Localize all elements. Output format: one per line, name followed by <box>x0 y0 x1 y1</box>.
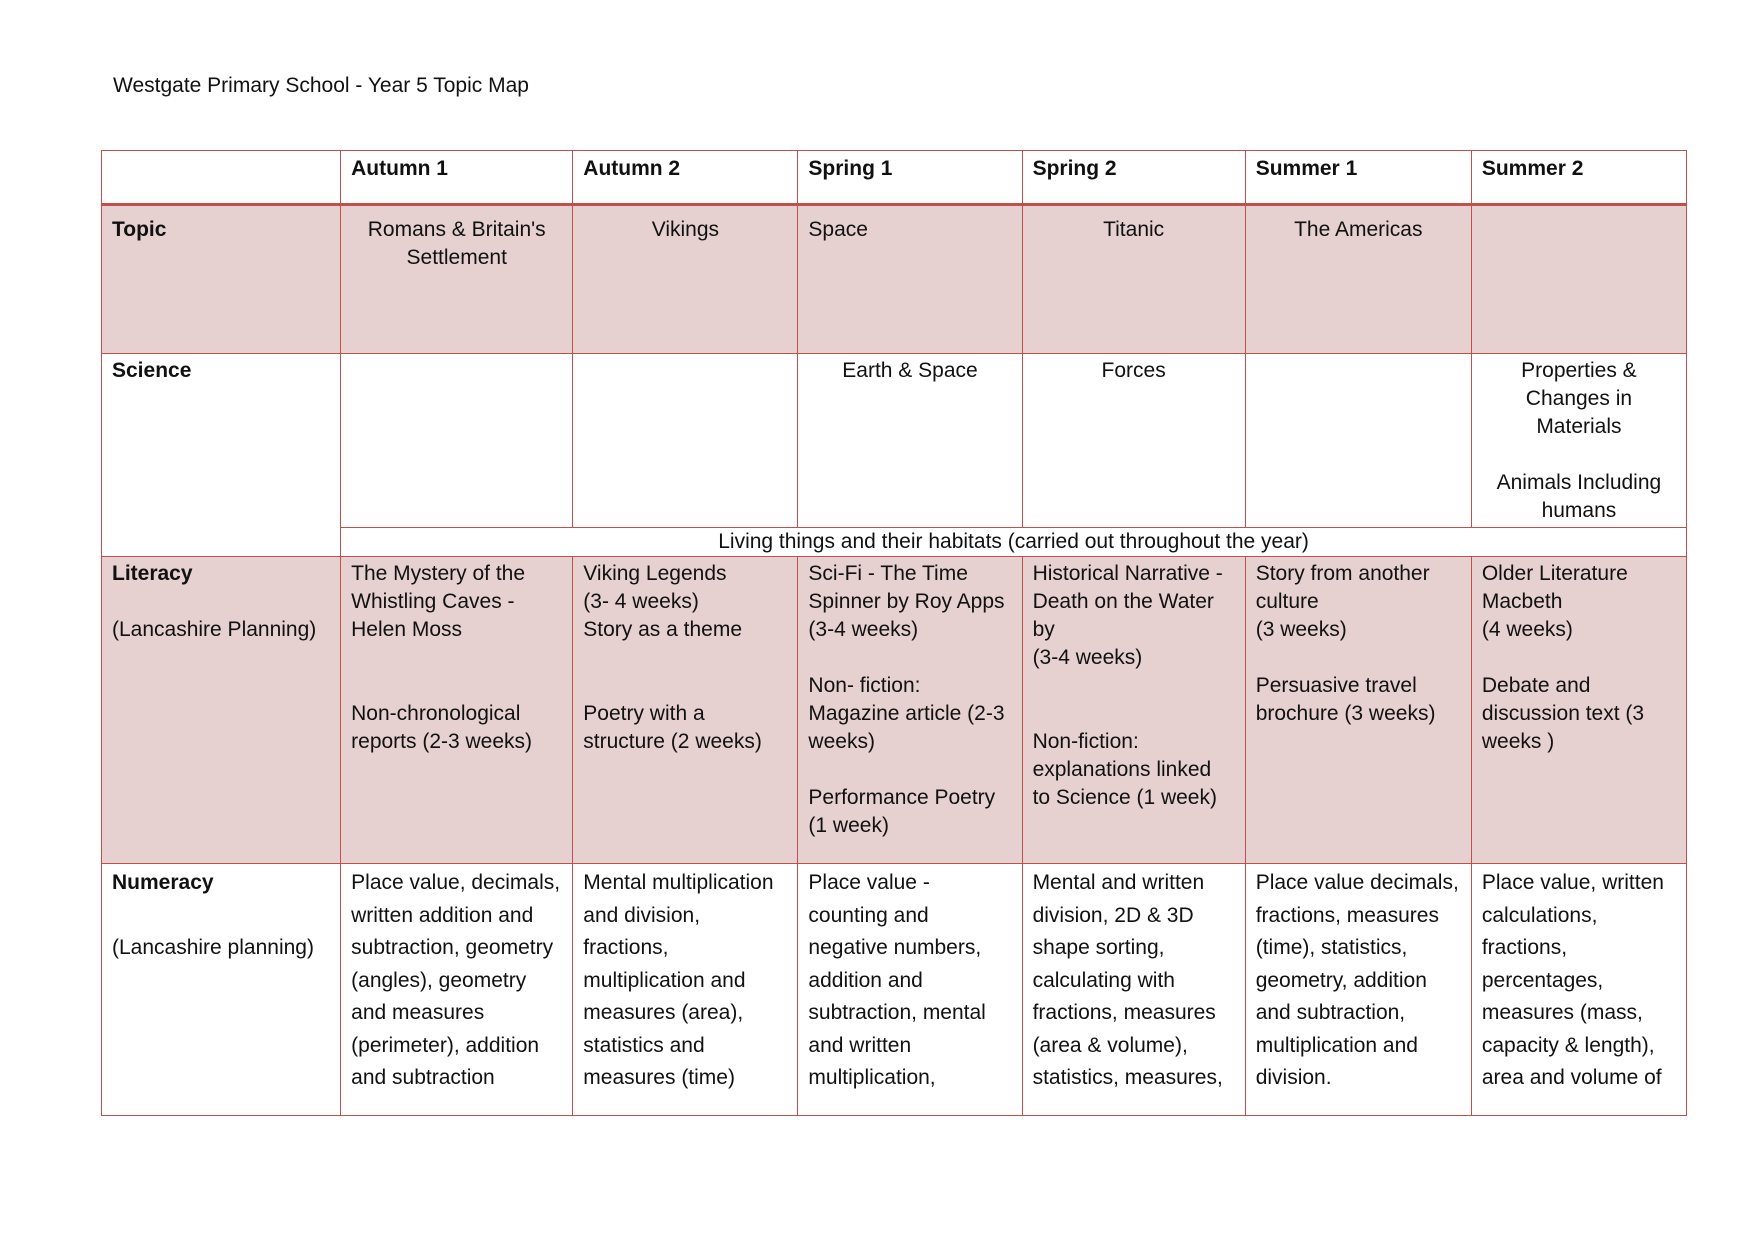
topic-cell: Titanic <box>1022 205 1245 354</box>
numeracy-row <box>102 864 1687 1116</box>
literacy-cell: Historical Narrative - Death on the Water by (3-4 weeks) Non-fiction: explanations linked to Science (1 week) <box>1022 557 1245 864</box>
literacy-row <box>102 557 1687 864</box>
literacy-cell: Sci-Fi - The Time Spinner by Roy Apps (3-4 weeks) Non- fiction: Magazine article (2-3 weeks) Performance Poetry (1 week) <box>798 557 1022 864</box>
literacy-cell: The Mystery of the Whistling Caves - Helen Moss Non-chronological reports (2-3 weeks) <box>341 557 573 864</box>
science-cell <box>573 354 798 528</box>
literacy-cell: Story from another culture (3 weeks) Persuasive travel brochure (3 weeks) <box>1245 557 1471 864</box>
term-header-autumn-1: Autumn 1 <box>341 151 573 205</box>
topic-cell: Vikings <box>573 205 798 354</box>
topic-cell: Romans & Britain's Settlement <box>341 205 573 354</box>
living-things-cell: Living things and their habitats (carried out throughout the year) <box>341 528 1687 557</box>
literacy-sublabel: (Lancashire Planning) <box>112 618 317 641</box>
term-header-autumn-2: Autumn 2 <box>573 151 798 205</box>
science-cell: Forces <box>1022 354 1245 528</box>
numeracy-cell: Mental and written division, 2D & 3D shape sorting, calculating with fractions, measures (area & volume), statistics, measures, <box>1022 864 1245 1116</box>
numeracy-row-label <box>102 864 341 1116</box>
numeracy-cell: Place value, written calculations, fractions, percentages, measures (mass, capacity & length), area and volume of <box>1471 864 1686 1116</box>
numeracy-cell: Place value, decimals, written addition and subtraction, geometry (angles), geometry and measures (perimeter), addition and subtraction <box>341 864 573 1116</box>
topic-map-table <box>101 150 1687 1116</box>
term-header-spring-2: Spring 2 <box>1022 151 1245 205</box>
numeracy-label: Numeracy <box>112 871 214 894</box>
science-row <box>102 354 1687 528</box>
topic-cell: The Americas <box>1245 205 1471 354</box>
corner-cell <box>102 151 341 205</box>
document-title: Westgate Primary School - Year 5 Topic Map <box>113 74 529 97</box>
literacy-cell: Older Literature Macbeth (4 weeks) Debate and discussion text (3 weeks ) <box>1471 557 1686 864</box>
literacy-label: Literacy <box>112 562 193 585</box>
literacy-row-label <box>102 557 341 864</box>
numeracy-cell: Place value decimals, fractions, measures (time), statistics, geometry, addition and subtraction, multiplication and division. <box>1245 864 1471 1116</box>
term-header-spring-1: Spring 1 <box>798 151 1022 205</box>
topic-row <box>102 205 1687 354</box>
science-cell: Properties & Changes in Materials Animals Including humans <box>1471 354 1686 528</box>
literacy-cell: Viking Legends (3- 4 weeks) Story as a theme Poetry with a structure (2 weeks) <box>573 557 798 864</box>
term-header-summer-2: Summer 2 <box>1471 151 1686 205</box>
numeracy-sublabel: (Lancashire planning) <box>112 936 314 959</box>
science-row-label: Science <box>102 354 341 557</box>
topic-row-label: Topic <box>102 205 341 354</box>
numeracy-cell: Mental multiplication and division, fractions, multiplication and measures (area), statistics and measures (time) <box>573 864 798 1116</box>
science-cell <box>1245 354 1471 528</box>
topic-cell: Space <box>798 205 1022 354</box>
header-row <box>102 151 1687 205</box>
numeracy-cell: Place value - counting and negative numbers, addition and subtraction, mental and written multiplication, <box>798 864 1022 1116</box>
science-cell: Earth & Space <box>798 354 1022 528</box>
science-cell <box>341 354 573 528</box>
topic-cell <box>1471 205 1686 354</box>
term-header-summer-1: Summer 1 <box>1245 151 1471 205</box>
